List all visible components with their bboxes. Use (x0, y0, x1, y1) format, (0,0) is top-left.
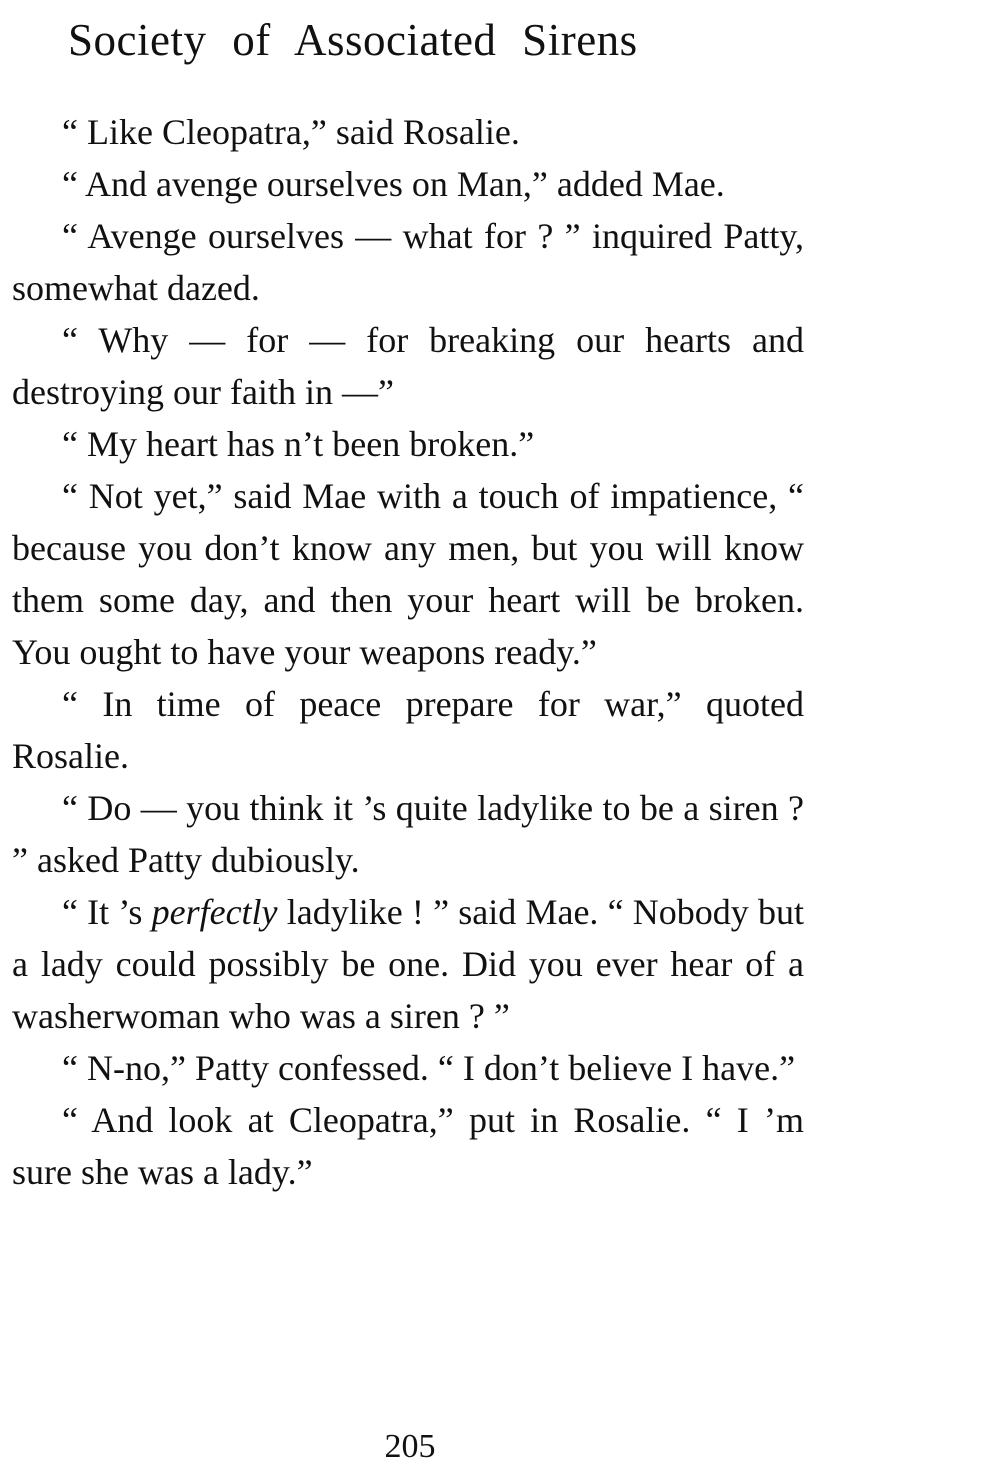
running-head: Society of Associated Sirens (68, 15, 638, 65)
paragraph: “ Avenge ourselves — what for ? ” inquired Patty, somewhat dazed. (12, 216, 804, 308)
paragraph: “ Why — for — for breaking our hearts and destroying our faith in —” (12, 320, 804, 412)
emphasized-word: perfectly (151, 892, 278, 932)
paragraph-text-before: “ It ’s (62, 892, 152, 932)
paragraph (12, 886, 804, 1042)
paragraph: “ N-no,” Patty confessed. “ I don’t believe I have.” (62, 1048, 796, 1088)
paragraph: “ Like Cleopatra,” said Rosalie. (62, 112, 520, 152)
page-number: 205 (384, 1428, 436, 1465)
paragraph: “ Not yet,” said Mae with a touch of impatience, “ because you don’t know any men, but you will know them some day, and then your heart will be broken. You ought to have your weapons ready.” (12, 476, 804, 672)
paragraph: “ And look at Cleopatra,” put in Rosalie. “ I ’m sure she was a lady.” (12, 1100, 804, 1192)
paragraph: “ In time of peace prepare for war,” quoted Rosalie. (12, 684, 804, 776)
paragraph-text-after: ladylike ! ” said Mae. “ Nobody but a lady could possibly be one. Did you ever hear of a washerwoman who was a siren ? ” (12, 892, 804, 1036)
paragraph: “ My heart has n’t been broken.” (62, 424, 535, 464)
body-text (12, 106, 804, 1198)
paragraph: “ Do — you think it ’s quite ladylike to be a siren ? ” asked Patty dubiously. (12, 788, 804, 880)
paragraph: “ And avenge ourselves on Man,” added Mae. (62, 164, 725, 204)
